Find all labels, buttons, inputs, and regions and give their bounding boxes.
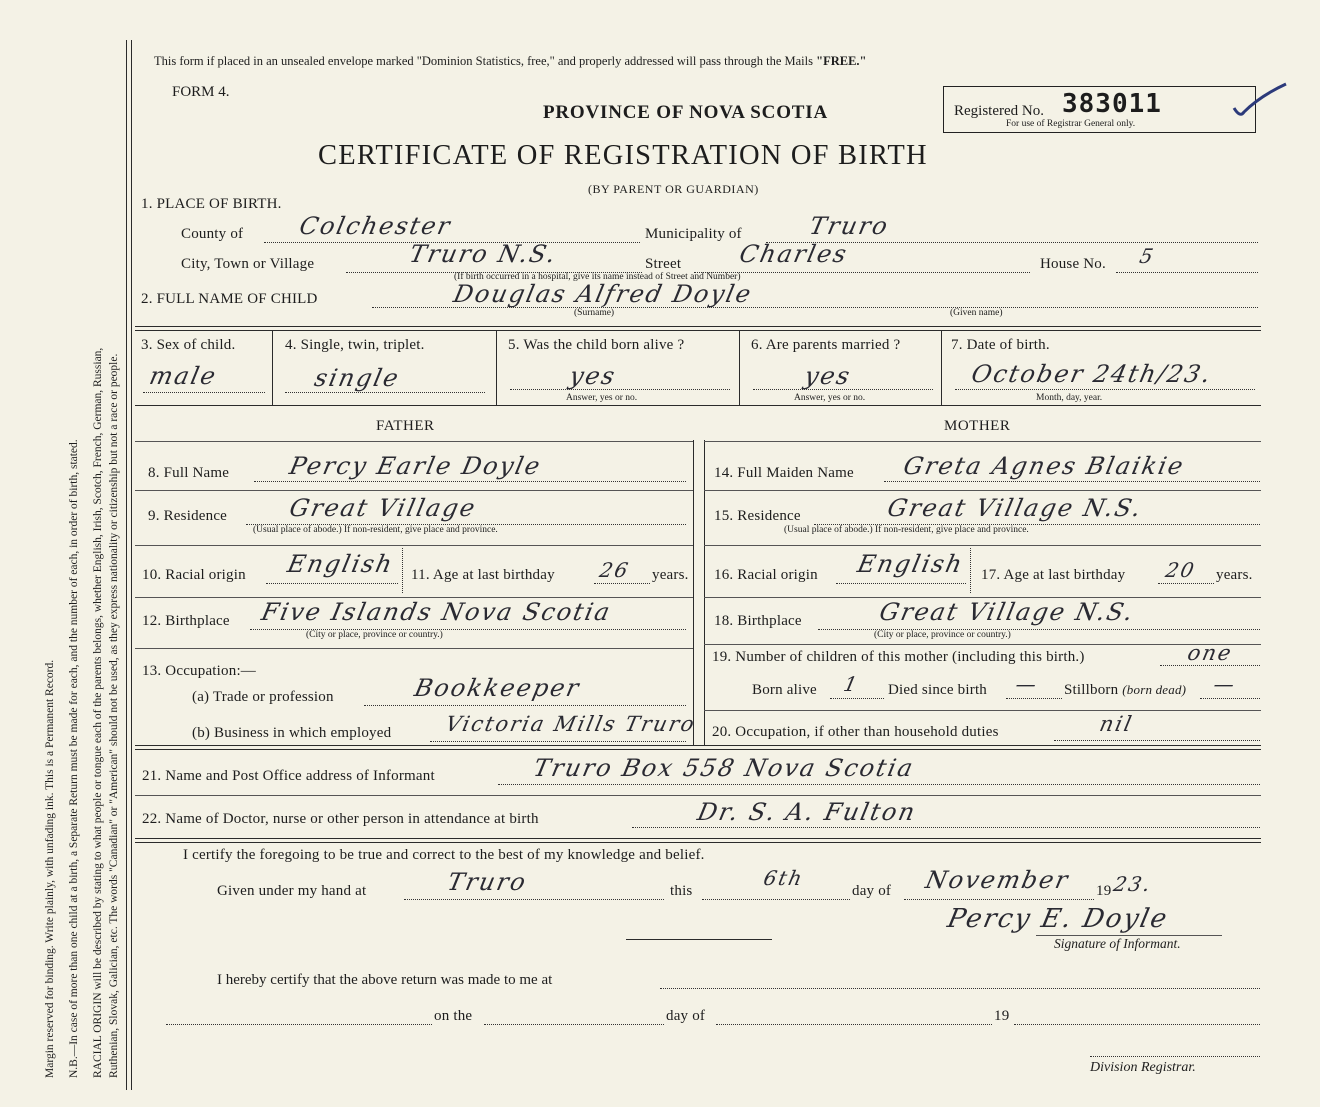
mail-notice: This form if placed in an unsealed envelope marked "Dominion Statistics, free," and properly addressed will pass through the Mails "FREE." [154,54,867,68]
doctor-rule-2 [135,842,1261,843]
mother-residence-label: 15. Residence [714,508,801,524]
margin-note-multiple-births: N.B.—In case of more than one child at a birth, a Separate Return must be made for each, and the number of each, in order of birth, stated. [68,439,80,1078]
hospital-note: (If birth occurred in a hospital, give its name instead of Street and Number) [454,272,741,282]
street-line [694,272,1030,273]
doctor-label: 22. Name of Doctor, nurse or other person in attendance at birth [142,811,539,827]
father-name-line [254,481,686,482]
month-line [904,899,1094,900]
mother-stillborn-value: — [1211,672,1239,696]
child-name-value: Douglas Alfred Doyle [451,280,756,308]
city-label: City, Town or Village [181,256,315,272]
parents-bottom-rule [135,745,1261,746]
mother-racial-value: English [855,550,967,578]
certificate-subtitle: (BY PARENT OR GUARDIAN) [588,182,759,196]
street-label: Street [645,256,682,272]
doctor-value: Dr. S. A. Fulton [695,798,920,826]
mother-age-unit: years. [1216,567,1253,583]
registrar-only-note: For use of Registrar General only. [1006,119,1136,129]
informant-label: 21. Name and Post Office address of Informant [142,768,435,784]
year-prefix: 19 [1096,883,1112,899]
registrar-pre-line [166,1024,432,1025]
doctor-rule [135,838,1261,839]
given-name-note: (Given name) [950,308,1003,318]
margin-note-racial-origin-1: RACIAL ORIGIN will be described by stating to what people or tongue each of the parents belongs, whether English, Irish, Scotch, French, German, Russian, [92,347,104,1078]
certify-statement: I certify the foregoing to be true and correct to the best of my knowledge and belief. [183,847,705,863]
mother-born-alive-label: Born alive [752,682,817,698]
parents-married-note: Answer, yes or no. [794,393,866,403]
date-of-birth-value: October 24th/23. [969,360,1215,388]
father-name-label: 8. Full Name [148,465,230,481]
house-number-value: 5 [1137,244,1158,268]
parents-divider-left [693,440,694,745]
father-racial-divider [402,548,403,593]
mother-occupation-line [1054,740,1260,741]
father-trade-line [364,705,686,706]
mother-residence-note: (Usual place of abode.) If non-resident, give place and province. [784,525,1029,535]
mother-racial-divider [970,548,971,593]
registered-number: 383011 [1062,89,1162,119]
mother-rule-4 [704,644,1261,645]
mother-residence-value: Great Village N.S. [885,494,1146,522]
mother-children-label: 19. Number of children of this mother (including this birth.) [712,649,1085,665]
mother-heading-rule [704,441,1261,442]
sex-label: 3. Sex of child. [141,337,236,353]
mother-stillborn-label: Stillborn (born dead) [1064,682,1187,698]
binding-rule [126,40,127,1090]
row3-top-rule [135,326,1261,327]
father-rule-2 [135,545,693,546]
date-of-birth-note: Month, day, year. [1036,393,1103,403]
father-age-label: 11. Age at last birthday [411,567,555,583]
father-rule-1 [135,490,693,491]
street-value: Charles [737,240,851,268]
checkmark-icon [1230,78,1290,124]
row3-bottom-rule [135,405,1261,406]
mother-birthplace-label: 18. Birthplace [714,613,802,629]
registered-label: Registered No. [954,103,1044,119]
municipality-value: Truro [807,212,892,240]
father-rule-4 [135,648,693,649]
registrar-day-of: day of [666,1008,706,1024]
mother-born-alive-line [830,698,884,699]
plurality-line [285,392,485,393]
sex-line [143,392,265,393]
mother-name-line [884,481,1260,482]
day-of-label: day of [852,883,892,899]
mother-stillborn-line [1200,698,1260,699]
registered-number-box [943,86,1256,133]
mother-died-value: — [1013,672,1041,696]
father-heading-rule [135,441,693,442]
mother-children-value: one [1185,641,1236,665]
year-value: 23. [1111,872,1155,896]
plurality-label: 4. Single, twin, triplet. [285,337,425,353]
house-number-line [1116,272,1258,273]
this-label: this [670,883,693,899]
father-business-line [430,741,686,742]
father-racial-label: 10. Racial origin [142,567,246,583]
registrar-statement: I hereby certify that the above return was made to me at [217,972,553,988]
mother-age-label: 17. Age at last birthday [981,567,1126,583]
mother-rule-2 [704,545,1261,546]
sex-value: male [147,362,220,390]
surname-note: (Surname) [574,308,615,318]
date-of-birth-label: 7. Date of birth. [951,337,1050,353]
mother-birthplace-value: Great Village N.S. [877,598,1138,626]
mother-racial-label: 16. Racial origin [714,567,818,583]
county-value: Colchester [297,212,455,240]
margin-note-binding: Margin reserved for binding. Write plainly, with unfading ink. This is a Permanent Record. [44,659,56,1078]
informant-line [498,784,1260,785]
father-racial-line [266,583,398,584]
registrar-on-the: on the [434,1008,473,1024]
form-number: FORM 4. [172,84,230,100]
certificate-title: CERTIFICATE OF REGISTRATION OF BIRTH [318,140,928,171]
given-place-value: Truro [445,868,530,896]
row3-divider-4 [941,330,942,405]
mother-born-alive-value: 1 [841,672,862,696]
margin-note-racial-origin-2: Ruthenian, Slovak, Galician, etc. The words "Canadian" or "American" should not be used, as they express nationality or citizenship but not a race or people. [108,353,120,1078]
house-number-label: House No. [1040,256,1106,272]
plurality-value: single [312,364,403,392]
father-business-label: (b) Business in which employed [192,725,392,741]
registrar-place-line [660,988,1260,989]
born-alive-label: 5. Was the child born alive ? [508,337,685,353]
binding-rule-inner [131,40,132,1090]
mother-birthplace-note: (City or place, province or country.) [874,630,1011,640]
row3-divider-2 [496,330,497,405]
parents-divider-right [704,440,705,745]
informant-rule [135,795,1261,796]
given-place-line [404,899,664,900]
father-name-value: Percy Earle Doyle [287,452,545,480]
father-occupation-label: 13. Occupation:— [142,663,257,679]
mother-age-line [1158,583,1214,584]
short-rule [626,939,772,940]
mother-racial-line [836,583,966,584]
registrar-year-prefix: 19 [994,1008,1010,1024]
day-value: 6th [761,866,807,890]
division-registrar-label: Division Registrar. [1090,1060,1196,1075]
informant-signature: Percy E. Doyle [944,904,1172,934]
father-birthplace-label: 12. Birthplace [142,613,230,629]
day-line [702,899,850,900]
mother-name-label: 14. Full Maiden Name [714,465,854,481]
mother-rule-5 [704,710,1261,711]
registrar-year-line [1014,1024,1260,1025]
row3-top-rule-2 [135,330,1261,331]
born-alive-line [510,389,730,390]
father-age-value: 26 [597,558,633,582]
father-birthplace-value: Five Islands Nova Scotia [259,598,615,626]
mother-occupation-label: 20. Occupation, if other than household duties [712,724,999,740]
registrar-day-line [484,1024,664,1025]
father-racial-value: English [285,550,397,578]
father-age-unit: years. [652,567,689,583]
signature-label: Signature of Informant. [1054,936,1181,951]
born-alive-note: Answer, yes or no. [566,393,638,403]
municipality-label: Municipality of [645,226,742,242]
date-of-birth-line [955,389,1255,390]
mother-occupation-value: nil [1097,712,1136,736]
father-residence-value: Great Village [287,494,480,522]
mother-rule-1 [704,490,1261,491]
province-heading: PROVINCE OF NOVA SCOTIA [543,102,828,123]
given-under-label: Given under my hand at [217,883,367,899]
parents-married-value: yes [802,362,855,390]
mother-heading: MOTHER [944,418,1011,434]
mother-died-line [1006,698,1062,699]
row3-divider-1 [272,330,273,405]
division-registrar-line [1090,1056,1260,1057]
father-residence-note: (Usual place of abode.) If non-resident, give place and province. [253,525,498,535]
mother-children-line [1160,665,1260,666]
parents-married-label: 6. Are parents married ? [751,337,901,353]
place-of-birth-label: 1. PLACE OF BIRTH. [141,196,282,212]
child-name-label: 2. FULL NAME OF CHILD [141,291,318,307]
parents-bottom-rule-2 [135,749,1261,750]
month-value: November [923,866,1072,894]
father-trade-label: (a) Trade or profession [192,689,334,705]
mother-name-value: Greta Agnes Blaikie [901,452,1188,480]
mother-age-value: 20 [1163,558,1199,582]
father-trade-value: Bookkeeper [412,674,584,702]
doctor-line [632,827,1260,828]
born-alive-value: yes [567,362,620,390]
father-birthplace-note: (City or place, province or country.) [306,630,443,640]
registrar-month-line [716,1024,992,1025]
father-heading: FATHER [376,418,435,434]
father-business-value: Victoria Mills Truro [443,712,699,736]
informant-value: Truro Box 558 Nova Scotia [531,754,918,782]
father-residence-label: 9. Residence [148,508,228,524]
row3-divider-3 [739,330,740,405]
county-label: County of [181,226,244,242]
city-value: Truro N.S. [407,240,560,268]
father-age-line [594,583,650,584]
mother-died-label: Died since birth [888,682,988,698]
